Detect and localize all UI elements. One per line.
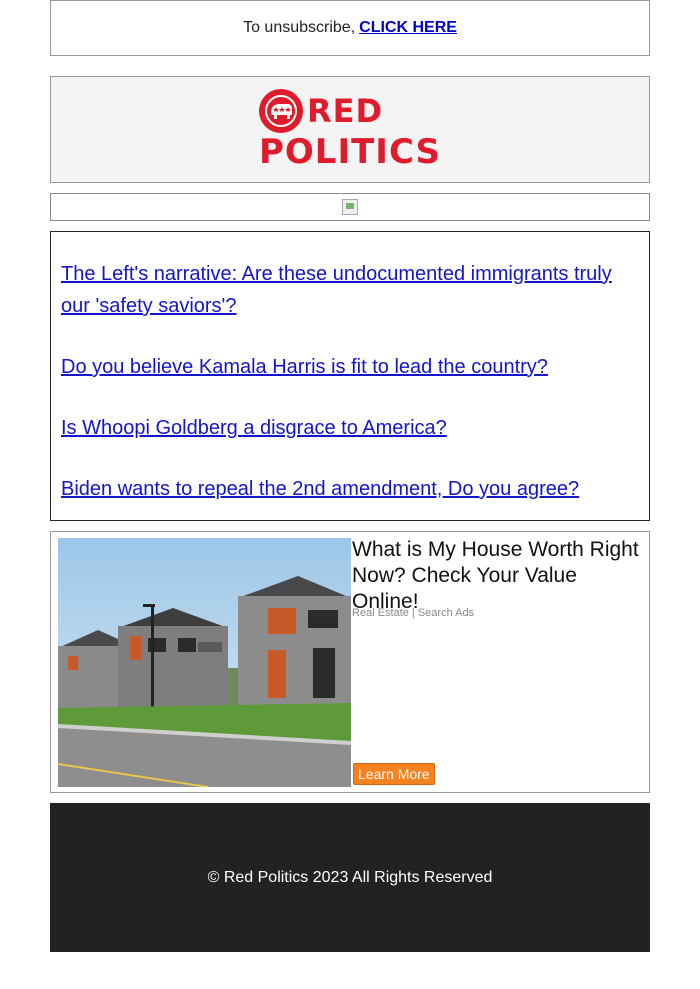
ad-subtitle: Real Estate | Search Ads	[352, 607, 475, 619]
article-links	[50, 231, 650, 521]
article-link[interactable]: Is Whoopi Goldberg a disgrace to America?	[61, 417, 447, 439]
logo-line1: RED	[306, 91, 384, 130]
broken-image-icon	[342, 199, 358, 215]
footer	[50, 803, 650, 952]
article-link[interactable]: The Left's narrative: Are these undocumented immigrants truly our 'safety saviors'?	[61, 263, 612, 317]
ad-house-image[interactable]	[58, 538, 351, 787]
article-link[interactable]: Biden wants to repeal the 2nd amendment, Do you agree?	[61, 478, 580, 500]
elephant-icon	[259, 89, 303, 133]
footer-copyright: © Red Politics 2023 All Rights Reserved	[207, 868, 493, 886]
learn-more-button[interactable]: Learn More	[353, 763, 435, 785]
banner-image-placeholder[interactable]	[50, 193, 650, 221]
article-link[interactable]: Do you believe Kamala Harris is fit to lead the country?	[61, 356, 548, 378]
logo-line2: POLITICS	[258, 131, 442, 172]
red-politics-logo[interactable]	[259, 89, 441, 171]
logo-banner	[50, 76, 650, 183]
ad-title[interactable]: What is My House Worth Right Now? Check Your Value Online!	[352, 538, 639, 613]
ad-block	[50, 531, 650, 793]
unsubscribe-text: To unsubscribe,	[243, 19, 356, 36]
unsubscribe-link[interactable]: CLICK HERE	[359, 19, 457, 36]
unsubscribe-bar	[50, 0, 650, 56]
